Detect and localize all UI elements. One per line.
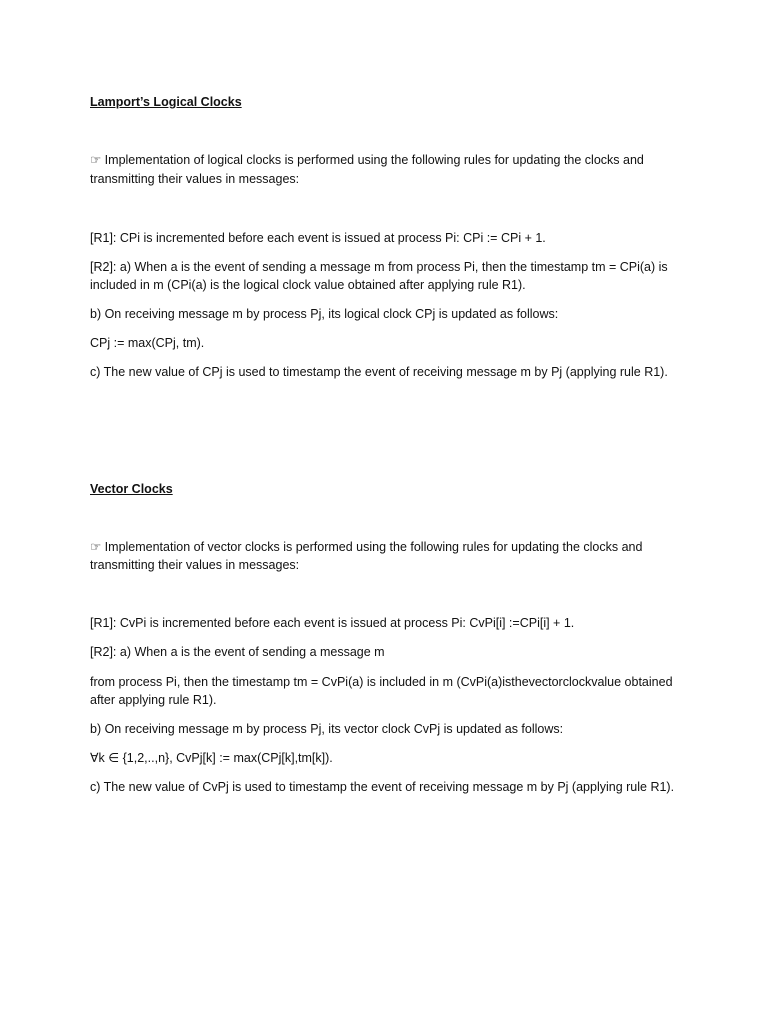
lamport-intro-line1: ☞ Implementation of logical clocks is performed using the following rules for updating the clocks and bbox=[90, 153, 644, 167]
lamport-rule-c: c) The new value of CPj is used to timestamp the event of receiving message m by Pj (applying rule R1). bbox=[90, 365, 668, 379]
vector-rule-c: c) The new value of CvPj is used to timestamp the event of receiving message m by Pj (applying rule R1). bbox=[90, 780, 675, 794]
vector-heading: Vector Clocks bbox=[90, 482, 173, 496]
lamport-heading: Lamport’s Logical Clocks bbox=[90, 95, 242, 109]
vector-rule-r1: [R1]: CvPi is incremented before each event is issued at process Pi: CvPi[i] :=CPi[i] + 1. bbox=[90, 616, 575, 630]
vector-from-line2: after applying rule R1). bbox=[90, 693, 217, 707]
lamport-formula: CPj := max(CPj, tm). bbox=[90, 336, 205, 350]
lamport-rule-b: b) On receiving message m by process Pj, its logical clock CPj is updated as follows: bbox=[90, 307, 559, 321]
vector-formula: ∀k ∈ {1,2,..,n}, CvPj[k] := max(CPj[k],tm[k]). bbox=[90, 751, 333, 765]
vector-from-line1: from process Pi, then the timestamp tm = CvPi(a) is included in m (CvPi(a)isthevectorclockvalue obtained bbox=[90, 675, 673, 689]
vector-rule-r2: [R2]: a) When a is the event of sending a message m bbox=[90, 645, 385, 659]
lamport-rule-r2-line1: [R2]: a) When a is the event of sending a message m from process Pi, then the timestamp tm = CPi(a) is bbox=[90, 260, 668, 274]
vector-intro-line1: ☞ Implementation of vector clocks is performed using the following rules for updating the clocks and bbox=[90, 540, 643, 554]
vector-intro-line2: transmitting their values in messages: bbox=[90, 558, 300, 572]
lamport-rule-r1: [R1]: CPi is incremented before each event is issued at process Pi: CPi := CPi + 1. bbox=[90, 231, 546, 245]
vector-rule-b: b) On receiving message m by process Pj, its vector clock CvPj is updated as follows: bbox=[90, 722, 564, 736]
lamport-rule-r2-line2: included in m (CPi(a) is the logical clock value obtained after applying rule R1). bbox=[90, 278, 526, 292]
lamport-intro-line2: transmitting their values in messages: bbox=[90, 172, 300, 186]
